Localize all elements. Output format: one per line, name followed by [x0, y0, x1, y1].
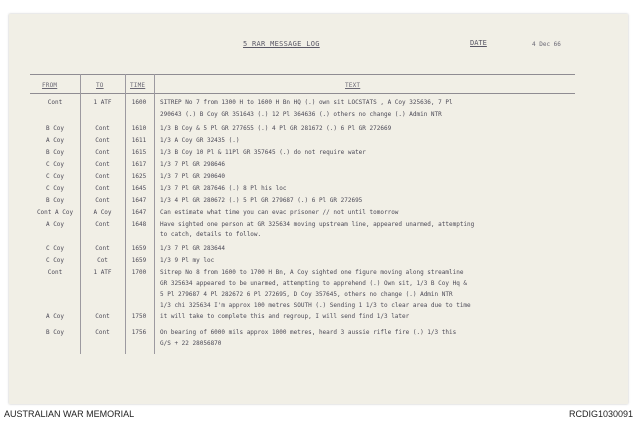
row-text: it will take to complete this and regroup, I will send find 1/3 later	[160, 313, 410, 320]
table-row	[0, 147, 639, 158]
column-header-time: TIME	[130, 82, 146, 89]
row-from: B Coy	[45, 125, 65, 132]
row-to: Cont	[95, 125, 110, 132]
header-rule-bottom	[30, 93, 575, 94]
row-text: 1/3 A Coy GR 32435 (.)	[160, 137, 240, 144]
row-time: 1611	[131, 137, 147, 144]
row-to: Cont	[95, 329, 110, 336]
row-text: 1/3 7 Pl GR 290640	[160, 173, 226, 180]
row-text: GR 325634 appeared to be unarmed, attempting to apprehend (.) Own sit, 1/3 B Coy Hq &	[160, 280, 468, 287]
row-to: Cont	[95, 173, 110, 180]
row-text: 5 Pl 279687 4 Pl 282672 6 Pl 272695, D Coy 357645, others no change (.) Admin NTR	[160, 291, 453, 298]
row-from: Cont	[47, 99, 63, 106]
row-time: 1648	[131, 221, 147, 228]
table-row	[0, 338, 639, 349]
date-value: 4 Dec 66	[532, 41, 561, 48]
table-row	[0, 300, 639, 311]
row-text: 1/3 7 Pl GR 283644	[160, 245, 226, 252]
row-time: 1645	[131, 185, 147, 192]
row-from: Cont A Coy	[36, 209, 74, 216]
table-row	[0, 229, 639, 240]
row-to: Cont	[95, 197, 110, 204]
row-time: 1700	[131, 269, 147, 276]
row-to: Cont	[95, 185, 110, 192]
table-row	[0, 207, 639, 218]
row-from: A Coy	[45, 137, 65, 144]
log-title: 5 RAR MESSAGE LOG	[243, 40, 320, 48]
table-row	[0, 311, 639, 322]
date-label: DATE	[470, 39, 487, 47]
row-time: 1659	[131, 245, 147, 252]
row-time: 1615	[131, 149, 147, 156]
table-row	[0, 278, 639, 289]
column-header-to: TO	[96, 82, 104, 89]
row-from: C Coy	[45, 161, 65, 168]
row-text: 1/3 chi 325634 I'm approx 100 metres SOUTH (.) Sending 1 1/3 to clear area due to time	[160, 302, 471, 309]
row-text: 1/3 7 Pl GR 298646	[160, 161, 226, 168]
table-row	[0, 327, 639, 338]
table-row	[0, 267, 639, 278]
table-row	[0, 183, 639, 194]
row-time: 1617	[131, 161, 147, 168]
record-id: RCDIG1030091	[568, 409, 633, 419]
row-to: Cont	[95, 161, 110, 168]
row-from: A Coy	[45, 221, 65, 228]
row-text: SITREP No 7 from 1300 H to 1600 H Bn HQ (.) own sit LOCSTATS , A Coy 325636, 7 Pl	[160, 99, 453, 106]
row-to: Cont	[95, 137, 110, 144]
row-from: B Coy	[45, 329, 65, 336]
table-row	[0, 289, 639, 300]
row-to: A Coy	[93, 209, 112, 216]
row-from: C Coy	[45, 173, 65, 180]
row-text: Sitrep No 8 from 1600 to 1700 H Bn, A Coy sighted one figure moving along streamline	[160, 269, 464, 276]
row-text: 1/3 B Coy 10 Pl & 11Pl GR 357645 (.) do not require water	[160, 149, 366, 156]
archive-credit: AUSTRALIAN WAR MEMORIAL	[4, 409, 135, 419]
table-row	[0, 97, 639, 108]
table-row	[0, 123, 639, 134]
row-to: Cot	[97, 257, 108, 264]
table-row	[0, 159, 639, 170]
row-from: Cont	[47, 269, 63, 276]
row-text: Have sighted one person at GR 325634 moving upstream line, appeared unarmed, attempting	[160, 221, 475, 228]
row-from: A Coy	[45, 313, 65, 320]
row-text: to catch, details to follow.	[160, 231, 262, 238]
row-time: 1756	[131, 329, 147, 336]
row-text: G/S + 22 28056870	[160, 340, 222, 347]
table-row	[0, 195, 639, 206]
row-time: 1647	[131, 197, 147, 204]
row-text: 290643 (.) B Coy GR 351643 (.) 12 Pl 364636 (.) others no change (.) Admin NTR	[160, 111, 442, 118]
row-text: 1/3 B Coy & 5 Pl GR 277655 (.) 4 Pl GR 281672 (.) 6 Pl GR 272669	[160, 125, 392, 132]
row-text: Can estimate what time you can evac prisoner // not until tomorrow	[160, 209, 399, 216]
row-time: 1600	[131, 99, 147, 106]
table-row	[0, 109, 639, 120]
row-to: Cont	[95, 221, 110, 228]
row-to: 1 ATF	[93, 99, 112, 106]
row-time: 1659	[131, 257, 147, 264]
row-to: 1 ATF	[93, 269, 112, 276]
table-row	[0, 255, 639, 266]
row-from: B Coy	[45, 149, 65, 156]
row-to: Cont	[95, 313, 110, 320]
row-time: 1610	[131, 125, 147, 132]
row-from: C Coy	[45, 245, 65, 252]
row-time: 1625	[131, 173, 147, 180]
row-text: On bearing of 6000 mils approx 1000 metres, heard 3 aussie rifle fire (.) 1/3 this	[160, 329, 457, 336]
row-to: Cont	[95, 245, 110, 252]
row-time: 1750	[131, 313, 147, 320]
column-header-text: TEXT	[345, 82, 361, 89]
table-row	[0, 135, 639, 146]
row-from: B Coy	[45, 197, 65, 204]
column-header-from: FROM	[42, 82, 58, 89]
header-rule-top	[30, 74, 575, 75]
row-text: 1/3 9 Pl my loc	[160, 257, 215, 264]
row-from: C Coy	[45, 257, 65, 264]
table-row	[0, 171, 639, 182]
row-from: C Coy	[45, 185, 65, 192]
row-to: Cont	[95, 149, 110, 156]
row-text: 1/3 4 Pl GR 280672 (.) 5 Pl GR 279687 (.) 6 Pl GR 272695	[160, 197, 363, 204]
row-text: 1/3 7 Pl GR 287646 (.) 8 Pl his loc	[160, 185, 287, 192]
table-row	[0, 243, 639, 254]
row-time: 1647	[131, 209, 147, 216]
